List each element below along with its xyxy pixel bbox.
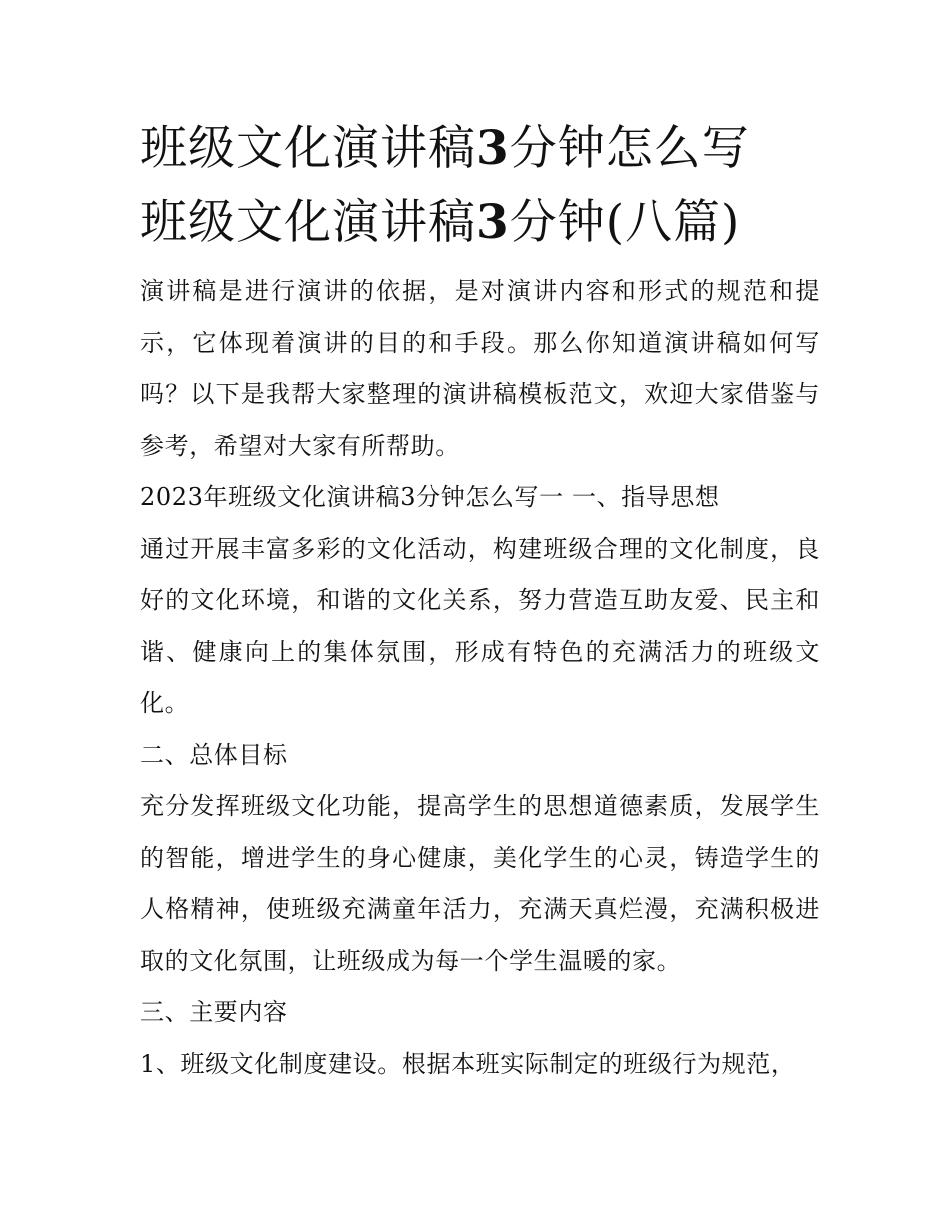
- document-title: [140, 112, 820, 260]
- section-heading-guiding-idea: 2023年班级文化演讲稿3分钟怎么写一 一、指导思想: [140, 483, 720, 511]
- title-number: 3: [476, 195, 510, 250]
- guiding-idea-paragraph: 通过开展丰富多彩的文化活动，构建班级合理的文化制度，良好的文化环境，和谐的文化关系，努力营造互助友爱、民主和谐、健康向上的集体氛围，形成有特色的充满活力的班级文化。: [140, 534, 820, 717]
- document-body: [140, 112, 820, 1090]
- title-line-2: 班级文化演讲稿3分钟(八篇): [140, 195, 741, 250]
- intro-paragraph: 演讲稿是进行演讲的依据，是对演讲内容和形式的规范和提示，它体现着演讲的目的和手段。那么你知道演讲稿如何写吗？以下是我帮大家整理的演讲稿模板范文，欢迎大家借鉴与参考，希望对大家有所帮助。: [140, 277, 820, 460]
- section-heading-main-content: 三、主要内容: [140, 998, 288, 1026]
- section-heading-overall-goal: 二、总体目标: [140, 740, 288, 769]
- overall-goal-paragraph: 充分发挥班级文化功能，提高学生的思想道德素质，发展学生的智能，增进学生的身心健康，美化学生的心灵，铸造学生的人格精神，使班级充满童年活力，充满天真烂漫，充满积极进取的文化氛围，让班级成为每一个学生温暖的家。: [140, 792, 820, 975]
- title-line-1: 班级文化演讲稿3分钟怎么写: [140, 121, 750, 176]
- title-number: 3: [476, 121, 510, 176]
- main-content-item-1: 1、班级文化制度建设。根据本班实际制定的班级行为规范，: [140, 1049, 796, 1078]
